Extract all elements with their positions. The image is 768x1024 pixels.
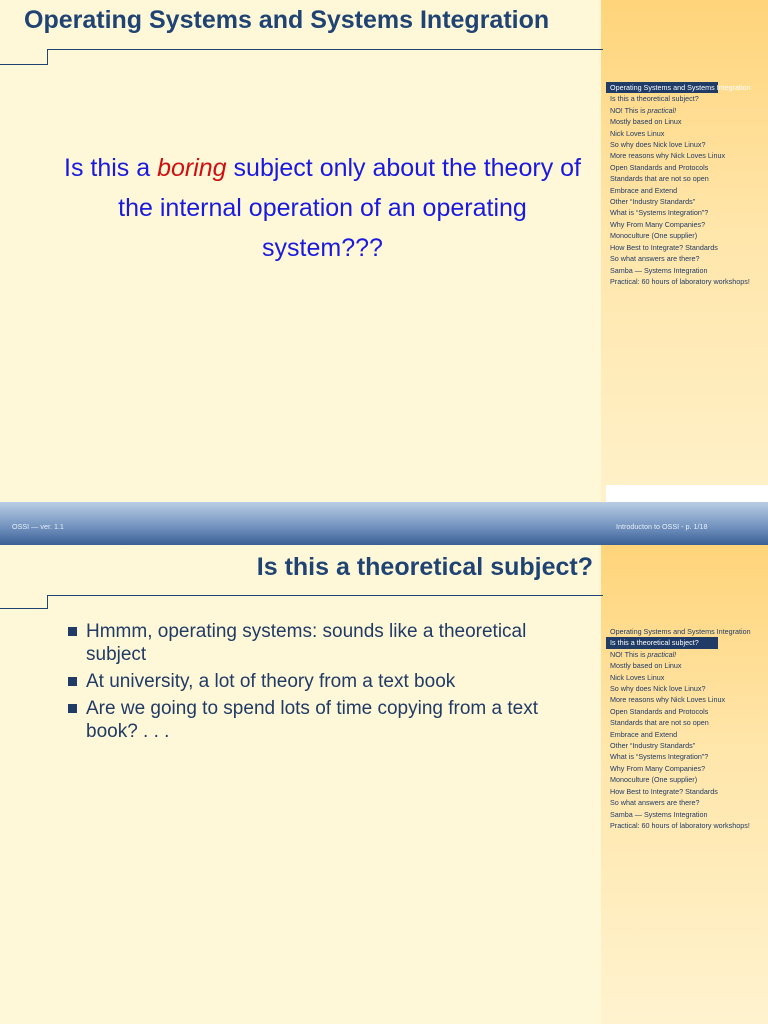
toc-item[interactable]: Embrace and Extend bbox=[610, 185, 678, 195]
toc-item[interactable]: Practical: 60 hours of laboratory workshops! bbox=[610, 820, 750, 830]
question-post: subject only about the theory of the internal operation of an operating system??? bbox=[118, 154, 581, 262]
toc-item[interactable]: How Best to Integrate? Standards bbox=[610, 242, 718, 252]
slide-title: Is this a theoretical subject? bbox=[256, 553, 593, 581]
toc-item[interactable]: More reasons why Nick Loves Linux bbox=[610, 151, 726, 161]
bullet-item bbox=[68, 670, 548, 693]
slide-title: Operating Systems and Systems Integration bbox=[24, 6, 550, 34]
toc-item[interactable]: Mostly based on Linux bbox=[610, 661, 682, 671]
question-pre: Is this a bbox=[64, 154, 158, 182]
bullet-square-icon bbox=[68, 677, 77, 686]
toc-item[interactable]: So what answers are there? bbox=[610, 254, 700, 264]
bullet-square-icon bbox=[68, 704, 77, 713]
toc-item[interactable]: Mostly based on Linux bbox=[610, 117, 682, 127]
toc-item-em: practical! bbox=[647, 105, 677, 115]
toc-item[interactable] bbox=[606, 105, 764, 116]
title-rule-tick bbox=[47, 49, 48, 65]
toc-item[interactable]: So what answers are there? bbox=[610, 798, 700, 808]
toc-item-prefix: NO! This is bbox=[610, 105, 648, 115]
toc-item-prefix: NO! This is bbox=[610, 649, 648, 659]
toc-item[interactable]: More reasons why Nick Loves Linux bbox=[610, 695, 726, 705]
toc-item-current[interactable]: Is this a theoretical subject? bbox=[606, 637, 718, 648]
toc-item[interactable]: So why does Nick love Linux? bbox=[610, 684, 706, 694]
toc-item[interactable]: Open Standards and Protocols bbox=[610, 706, 709, 716]
toc-item[interactable]: What is “Systems Integration”? bbox=[610, 752, 709, 762]
toc-item[interactable]: Why From Many Companies? bbox=[610, 763, 706, 773]
toc-item[interactable]: Monoculture (One supplier) bbox=[610, 231, 698, 241]
slide-footer bbox=[0, 502, 768, 545]
toc-item[interactable]: Samba — Systems Integration bbox=[610, 265, 708, 275]
toc-item[interactable]: Operating Systems and Systems Integration bbox=[610, 627, 751, 636]
question-text bbox=[60, 148, 585, 268]
toc-item[interactable]: What is “Systems Integration”? bbox=[610, 208, 709, 218]
toc-item[interactable]: Embrace and Extend bbox=[610, 729, 678, 739]
bullet-item bbox=[68, 697, 548, 743]
toc-item[interactable]: Is this a theoretical subject? bbox=[610, 94, 699, 104]
toc-list bbox=[606, 626, 766, 831]
toc-item[interactable]: Samba — Systems Integration bbox=[610, 809, 708, 819]
toc-item[interactable]: Nick Loves Linux bbox=[610, 128, 665, 138]
toc-item[interactable]: Monoculture (One supplier) bbox=[610, 775, 698, 785]
toc-item-em: practical! bbox=[647, 649, 677, 659]
title-rule bbox=[47, 49, 603, 50]
toc-item[interactable]: Open Standards and Protocols bbox=[610, 162, 709, 172]
toc-item[interactable]: How Best to Integrate? Standards bbox=[610, 786, 718, 796]
footer-version: OSSI — ver. 1.1 bbox=[12, 522, 64, 531]
title-rule-tick bbox=[47, 595, 48, 609]
question-emphasis: boring bbox=[157, 154, 227, 182]
bullet-text: Are we going to spend lots of time copying from a text book? . . . bbox=[86, 698, 539, 742]
toc-item[interactable]: Standards that are not so open bbox=[610, 174, 709, 184]
toc-item[interactable]: Nick Loves Linux bbox=[610, 672, 665, 682]
sidebar-gap bbox=[606, 485, 768, 502]
bullet-item bbox=[68, 620, 548, 666]
toc-list bbox=[606, 82, 766, 287]
title-rule bbox=[47, 595, 603, 596]
toc-item[interactable]: Standards that are not so open bbox=[610, 718, 709, 728]
bullet-square-icon bbox=[68, 627, 77, 636]
toc-item[interactable]: Other “Industry Standards” bbox=[610, 741, 696, 751]
bullet-list bbox=[68, 620, 548, 747]
toc-item[interactable]: So why does Nick love Linux? bbox=[610, 140, 706, 150]
toc-item[interactable] bbox=[606, 649, 764, 660]
slide-2 bbox=[0, 545, 768, 1024]
title-rule-lower bbox=[0, 64, 48, 65]
bullet-text: Hmmm, operating systems: sounds like a theoretical subject bbox=[86, 621, 527, 665]
footer-page: Introducton to OSSI - p. 1/18 bbox=[616, 522, 708, 531]
toc-item[interactable]: Other “Industry Standards” bbox=[610, 197, 696, 207]
bullet-text: At university, a lot of theory from a text book bbox=[86, 671, 456, 692]
title-rule-lower bbox=[0, 608, 48, 609]
toc-item[interactable]: Operating Systems and Systems Integration bbox=[606, 82, 718, 93]
toc-item[interactable]: Why From Many Companies? bbox=[610, 219, 706, 229]
toc-item[interactable]: Practical: 60 hours of laboratory workshops! bbox=[610, 276, 750, 286]
